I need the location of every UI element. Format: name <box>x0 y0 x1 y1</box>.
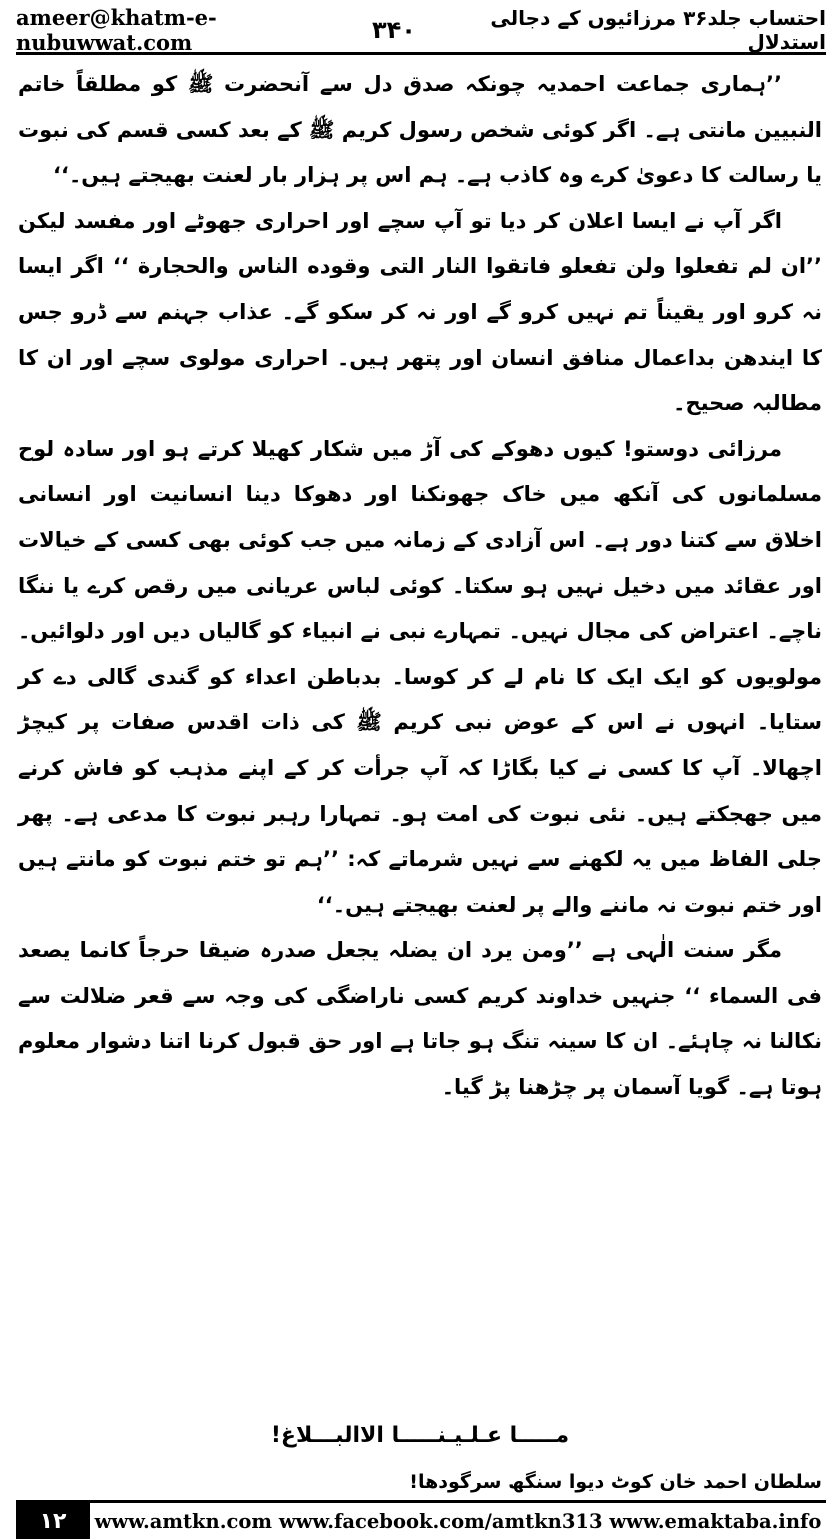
closing-line: مـــــا عـلـيـنـــــا الاالبـــلاغ! <box>270 1423 570 1448</box>
author-signature: سلطان احمد خان کوٹ دیوا سنگھ سرگودھا! <box>409 1471 822 1493</box>
header-email: ameer@khatm-e-nubuwwat.com <box>16 5 217 55</box>
page-header <box>16 5 826 55</box>
quote-paragraph: ’’ہماری جماعت احمدیہ چونکہ صدق دل سے آنحضرت ﷺ کو مطلقاً خاتم النبیین مانتی ہے۔ اگر کوئی شخص رسول کریم ﷺ کے بعد کسی قسم کی نبوت یا رسالت کا دعویٰ کرے وہ کاذب ہے۔ ہم اس پر ہزار بار لعنت بھیجتے ہیں۔‘‘ <box>18 72 822 188</box>
paragraph-2: اگر آپ نے ایسا اعلان کر دیا تو آپ سچے اور احراری جھوٹے اور مفسد لیکن ’’ان لم تفعلوا ولن تفعلو فاتقوا النار التی وقوده الناس والحجارة ‘‘ اگر ایسا نہ کرو اور یقیناً تم نہیں کرو گے اور نہ کر سکو گے۔ عذاب جہنم سے ڈرو جس کا ایندھن بداعمال منافق انسان اور پتھر ہیں۔ احراری مولوی سچے اور ان کا مطالبہ صحیح۔ <box>18 208 822 416</box>
page-footer <box>16 1500 826 1539</box>
footer-page-number: ۱۲ <box>16 1503 90 1539</box>
footer-links[interactable]: www.amtkn.com www.facebook.com/amtkn313 www.emaktaba.info <box>94 1509 822 1533</box>
header-title: احتساب جلد۳۶ مرزائیوں کے دجالی استدلال <box>490 6 826 54</box>
paragraph-4: مگر سنت الٰہی ہے ’’ومن یرد ان یضلہ یجعل صدرہ ضیقا حرجاً کانما یصعد فی السماء ‘‘ جنہیں خداوند کریم کسی ناراضگی کی وجہ سے قعر ضلالت سے نکالنا نہ چاہئے۔ ان کا سینہ تنگ ہو جاتا ہے اور حق قبول کرنا اتنا دشوار معلوم ہوتا ہے۔ گویا آسمان پر چڑھنا پڑ گیا۔ <box>18 938 822 1100</box>
header-title-group <box>372 6 826 54</box>
header-page-number: ۳۴۰ <box>371 16 416 44</box>
body-text <box>18 62 822 1412</box>
paragraph-3: مرزائی دوستو! کیوں دھوکے کی آڑ میں شکار کھیلا کرتے ہو اور سادہ لوح مسلمانوں کی آنکھ میں خاک جھونکنا اور دھوکا دینا انسانیت اور انسانی اخلاق سے کتنا دور ہے۔ اس آزادی کے زمانہ میں جب کوئی بھی کسی کے خیالات اور عقائد میں دخیل نہیں ہو سکتا۔ کوئی لباس عریانی میں رقص کرے یا ننگا ناچے۔ اعتراض کی مجال نہیں۔ تمہارے نبی نے انبیاء کو گالیاں دیں اور دلوائیں۔ مولویوں کو ایک ایک کا نام لے کر کوسا۔ بدباطن اعداء کو گندی گالی دے کر ستایا۔ انہوں نے اس کے عوض نبی کریم ﷺ کی ذات اقدس صفات پر کیچڑ اچھالا۔ آپ کا کسی نے کیا بگاڑا کہ آپ جرأت کر کے اپنے مذہب کو فاش کرنے میں جھجکتے ہیں۔ نئی نبوت کی امت ہو۔ تمہارا رہبر نبوت کا مدعی ہے۔ پھر جلی الفاظ میں یہ لکھنے سے نہیں شرماتے کہ: ’’ہم تو ختم نبوت کو مانتے ہیں اور ختم نبوت نہ ماننے والے پر لعنت بھیجتے ہیں۔‘‘ <box>18 436 822 917</box>
